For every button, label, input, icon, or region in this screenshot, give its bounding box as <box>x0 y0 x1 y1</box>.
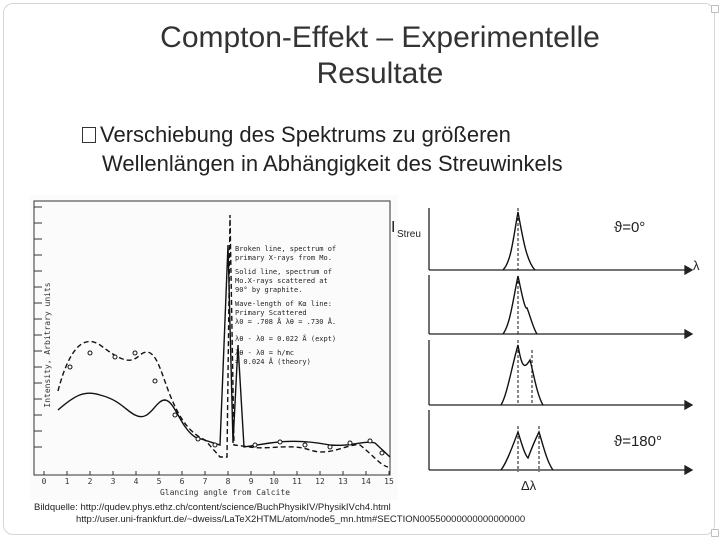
selection-handle <box>711 5 719 13</box>
schematic-spectra-figure <box>385 200 705 500</box>
title-line-2: Resultate <box>316 57 444 90</box>
image-source <box>34 502 525 526</box>
x-tick-label: 6 <box>179 477 185 486</box>
x-tick-label: 13 <box>338 477 348 486</box>
figure-background <box>30 195 398 500</box>
source-line-1: Bildquelle: http://qudev.phys.ethz.ch/content/science/BuchPhysikIV/PhysikIVch4.html <box>34 502 391 513</box>
bullet-line-2: Wellenlängen in Abhängigkeit des Streuwinkels <box>102 151 563 176</box>
bullet-point <box>82 120 702 178</box>
x-tick-label: 10 <box>269 477 279 486</box>
experimental-spectrum-figure <box>30 195 398 500</box>
x-tick-label: 4 <box>133 477 139 486</box>
x-tick-label: 2 <box>87 477 93 486</box>
x-tick-label: 11 <box>292 477 302 486</box>
intensity-subscript: Streu <box>397 229 421 240</box>
legend-line: primary X-rays from Mo. <box>235 254 332 262</box>
x-tick-label: 12 <box>315 477 325 486</box>
selection-handle <box>711 529 719 537</box>
angle-label-top: ϑ=0° <box>614 219 646 236</box>
legend-line: λθ - λ0 = 0.022 Å (expt) <box>235 335 337 343</box>
legend-line: Mo.X-rays scattered at <box>235 277 328 285</box>
x-tick-label: 14 <box>361 477 371 486</box>
source-line-2: http://user.uni-frankfurt.de/~dweiss/LaTeX2HTML/atom/node5_mn.htm#SECTION00550000000000000000 <box>76 514 526 525</box>
x-tick-label: 3 <box>110 477 116 486</box>
legend-line: = 0.024 Å (theory) <box>235 358 311 366</box>
title-line-1: Compton-Effekt – Experimentelle <box>160 21 600 54</box>
angle-label-bottom: ϑ=180° <box>614 433 662 450</box>
x-axis-label: Glancing angle from Calcite <box>159 488 291 497</box>
y-axis-label: Intensity, Arbitrary units <box>43 282 52 408</box>
bullet-marker-icon <box>82 127 96 143</box>
bullet-line-1: Verschiebung des Spektrums zu größeren <box>100 122 511 147</box>
slide-title <box>90 20 670 92</box>
legend-line: λ0 = .708 Å λθ = .730 Å. <box>235 318 337 326</box>
peak-panel-2 <box>503 276 537 334</box>
x-tick-label: 0 <box>41 477 47 486</box>
x-tick-label: 8 <box>225 477 231 486</box>
peak-panel-4 <box>501 432 553 470</box>
peak-panel-3 <box>501 345 543 405</box>
peak-panel-1 <box>503 212 535 270</box>
legend-line: Solid line, spectrum of <box>235 268 332 276</box>
legend-line: λθ - λ0 = h/mc <box>235 349 295 357</box>
x-tick-label: 5 <box>156 477 162 486</box>
legend-line: Wave-length of Kα line: <box>235 300 332 308</box>
intensity-symbol: I <box>391 219 396 236</box>
x-tick-label: 7 <box>202 477 208 486</box>
legend-line: Primary Scattered <box>235 309 307 317</box>
legend-line: Broken line, spectrum of <box>235 245 337 253</box>
legend-line: 90° by graphite. <box>235 286 303 294</box>
x-tick-label: 1 <box>64 477 70 486</box>
x-tick-label: 9 <box>248 477 254 486</box>
wavelength-axis-label: λ <box>693 258 700 273</box>
wavelength-shift-label: Δλ <box>521 478 537 493</box>
x-tick-label: 15 <box>384 477 394 486</box>
